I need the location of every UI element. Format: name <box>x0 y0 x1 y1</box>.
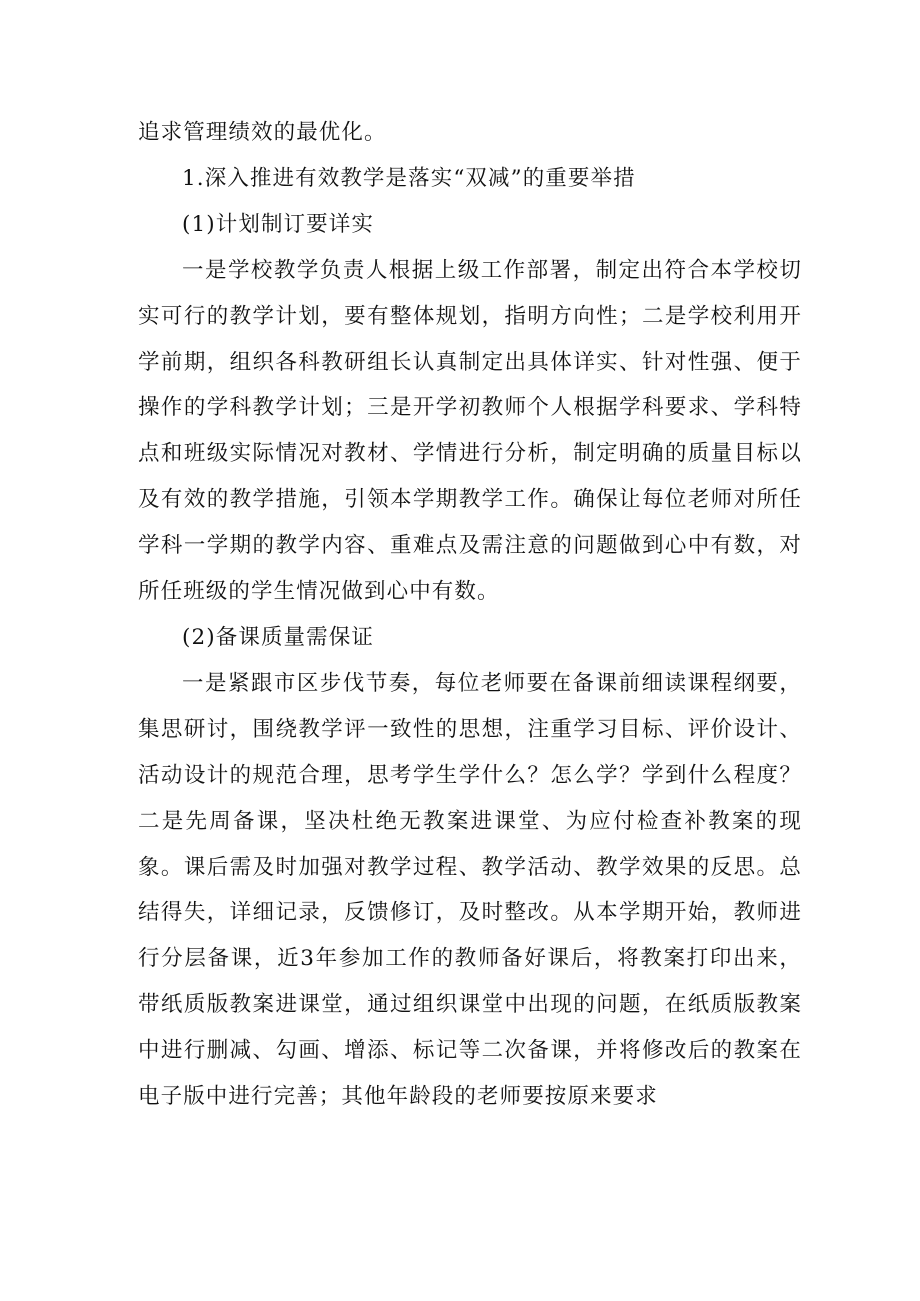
document-body <box>138 110 802 1120</box>
paragraph-lesson-prep: 一是紧跟市区步伐节奏，每位老师要在备课前细读课程纲要，集思研讨，围绕教学评一致性的思想，注重学习目标、评价设计、活动设计的规范合理，思考学生学什么？怎么学？学到什么程度？二是先周备课，坚决杜绝无教案进课堂、为应付检查补教案的现象。课后需及时加强对教学过程、教学活动、教学效果的反思。总结得失，详细记录，反馈修订，及时整改。从本学期开始，教师进行分层备课，近3年参加工作的教师备好课后，将教案打印出来，带纸质版教案进课堂，通过组织课堂中出现的问题，在纸质版教案中进行删减、勾画、增添、标记等二次备课，并将修改后的教案在电子版中进行完善；其他年龄段的老师要按原来要求 <box>138 670 802 1110</box>
section-heading: 1.深入推进有效教学是落实“双减”的重要举措 <box>182 165 636 191</box>
paragraph-continuation: 追求管理绩效的最优化。 <box>138 120 387 145</box>
subsection-heading: (2)备课质量需保证 <box>182 624 374 650</box>
subsection-heading: (1)计划制订要详实 <box>182 211 374 237</box>
paragraph-plan: 一是学校教学负责人根据上级工作部署，制定出符合本学校切实可行的教学计划，要有整体规划，指明方向性；二是学校利用开学前期，组织各科教研组长认真制定出具体详实、针对性强、便于操作的学科教学计划；三是开学初教师个人根据学科要求、学科特点和班级实际情况对教材、学情进行分析，制定明确的质量目标以及有效的教学措施，引领本学期教学工作。确保让每位老师对所任学科一学期的教学内容、重难点及需注意的问题做到心中有数，对所任班级的学生情况做到心中有数。 <box>138 257 802 605</box>
